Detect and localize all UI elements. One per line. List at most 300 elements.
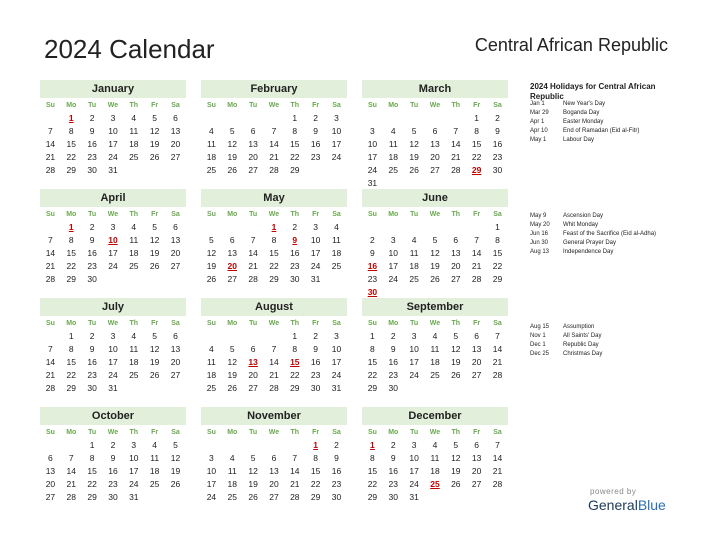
empty-cell	[425, 221, 446, 234]
weekday-label: Tu	[410, 320, 419, 327]
day-cell: 28	[471, 274, 482, 284]
day-cell: 31	[108, 165, 118, 175]
weekday-label: Sa	[171, 102, 180, 109]
day-cell: 23	[310, 370, 321, 380]
holiday-name: Whit Monday	[563, 222, 599, 228]
day-cell: 13	[451, 248, 461, 258]
month-june	[362, 189, 508, 299]
weekday-row	[40, 427, 186, 439]
day-cell: 25	[331, 261, 342, 271]
day-cell: 4	[209, 126, 214, 136]
weekday-label: Sa	[493, 211, 502, 218]
day-cell: 31	[129, 492, 139, 502]
weekday-label: Sa	[332, 211, 341, 218]
month-november	[201, 407, 347, 504]
day-cell: 20	[170, 139, 181, 149]
brand-blue: Blue	[637, 497, 666, 513]
empty-cell	[40, 439, 61, 452]
day-cell: 20	[471, 466, 482, 476]
day-grid	[201, 112, 347, 177]
weekday-row	[362, 209, 508, 221]
day-cell: 11	[430, 344, 440, 354]
holiday-name: Boganda Day	[563, 110, 600, 116]
weekday-label: Su	[206, 211, 216, 218]
day-cell: 13	[248, 139, 258, 149]
weekday-label: Mo	[227, 320, 238, 327]
day-cell: 23	[388, 479, 398, 489]
day-cell: 28	[492, 370, 503, 380]
holidays-title: 2024 Holidays for Central African Republic	[530, 82, 656, 101]
day-cell: 26	[451, 370, 461, 380]
empty-cell	[466, 221, 487, 234]
day-grid	[362, 439, 508, 504]
holiday-list-q1	[530, 100, 700, 145]
day-cell: 5	[152, 222, 157, 232]
weekday-label: Tu	[88, 102, 97, 109]
day-cell: 6	[453, 235, 459, 245]
day-cell: 1	[474, 113, 479, 123]
day-cell: 23	[310, 152, 321, 162]
weekday-label: Fr	[473, 320, 481, 327]
day-cell: 3	[411, 440, 417, 450]
weekday-label: Sa	[171, 320, 180, 327]
weekday-label: Su	[367, 320, 377, 327]
day-cell: 4	[432, 331, 438, 341]
day-grid	[40, 330, 186, 395]
day-cell: 18	[409, 261, 419, 271]
day-cell: 14	[290, 466, 300, 476]
day-cell: 12	[206, 248, 217, 258]
holiday-date: Mar 29	[530, 110, 549, 116]
day-cell: 24	[331, 370, 342, 380]
day-cell: 14	[492, 453, 503, 463]
month-header: July	[40, 298, 186, 316]
empty-cell	[201, 439, 222, 452]
day-cell: 6	[173, 222, 178, 232]
day-cell: 8	[292, 126, 298, 136]
month-header: September	[362, 298, 508, 316]
day-cell: 26	[149, 261, 160, 271]
month-july	[40, 298, 186, 395]
day-cell: 26	[248, 492, 258, 502]
month-header: December	[362, 407, 508, 425]
weekday-label: Sa	[493, 102, 502, 109]
holiday-name: Easter Monday	[563, 119, 604, 125]
weekday-label: Tu	[88, 429, 97, 436]
day-cell: 13	[430, 139, 440, 149]
weekday-label: Su	[45, 320, 55, 327]
holiday-name: Ascension Day	[563, 213, 604, 219]
day-cell: 31	[310, 274, 321, 284]
day-cell: 17	[108, 248, 118, 258]
holiday-date: Dec 1	[530, 342, 546, 348]
day-cell: 26	[149, 152, 160, 162]
day-cell: 21	[269, 370, 279, 380]
month-january	[40, 80, 186, 177]
holiday-day: 1	[313, 440, 318, 450]
day-cell: 18	[206, 370, 217, 380]
weekday-label: Th	[129, 429, 139, 436]
day-cell: 2	[313, 113, 318, 123]
day-cell: 25	[227, 492, 237, 502]
day-cell: 26	[227, 383, 237, 393]
holiday-day: 16	[367, 261, 378, 271]
holiday-name: New Year's Day	[563, 101, 606, 107]
day-cell: 16	[290, 248, 300, 258]
month-october	[40, 407, 186, 504]
holiday-name: Feast of the Sacrifice (Eid al-Adha)	[563, 231, 657, 237]
month-header: January	[40, 80, 186, 98]
day-cell: 28	[248, 274, 258, 284]
weekday-label: Th	[290, 429, 300, 436]
month-header: May	[201, 189, 347, 207]
day-cell: 4	[209, 344, 214, 354]
holiday-name: Assumption	[563, 324, 595, 330]
day-cell: 18	[129, 248, 139, 258]
day-grid	[40, 439, 186, 504]
day-cell: 17	[409, 466, 419, 476]
weekday-label: Fr	[312, 211, 320, 218]
weekday-label: Th	[451, 102, 461, 109]
weekday-row	[40, 318, 186, 330]
empty-cell	[445, 221, 466, 234]
day-cell: 26	[430, 274, 440, 284]
day-cell: 13	[471, 344, 482, 354]
weekday-label: We	[107, 320, 119, 327]
day-cell: 2	[390, 440, 396, 450]
day-cell: 29	[492, 274, 503, 284]
holiday-day: 1	[271, 222, 277, 232]
day-cell: 29	[66, 274, 76, 284]
day-cell: 25	[129, 152, 139, 162]
day-cell: 2	[110, 440, 116, 450]
day-cell: 17	[206, 479, 217, 489]
day-cell: 13	[170, 235, 181, 245]
day-cell: 10	[331, 126, 342, 136]
day-cell: 2	[370, 235, 375, 245]
holiday-list-q2	[530, 212, 700, 257]
weekday-row	[201, 209, 347, 221]
day-cell: 18	[129, 357, 139, 367]
weekday-label: Mo	[227, 102, 238, 109]
day-cell: 15	[367, 357, 378, 367]
day-cell: 7	[68, 453, 74, 463]
weekday-row	[40, 209, 186, 221]
day-cell: 10	[310, 235, 321, 245]
day-cell: 9	[89, 235, 95, 245]
weekday-row	[201, 100, 347, 112]
weekday-row	[201, 427, 347, 439]
day-cell: 25	[388, 165, 398, 175]
day-cell: 12	[430, 248, 440, 258]
day-cell: 21	[45, 152, 56, 162]
day-cell: 5	[453, 440, 459, 450]
empty-cell	[243, 330, 264, 343]
page-title: 2024 Calendar	[44, 34, 215, 64]
day-cell: 7	[495, 440, 500, 450]
day-cell: 2	[495, 113, 500, 123]
empty-cell	[222, 221, 243, 234]
day-cell: 29	[290, 165, 300, 175]
day-cell: 9	[313, 126, 318, 136]
day-cell: 11	[129, 344, 139, 354]
day-cell: 8	[495, 235, 500, 245]
weekday-row	[40, 100, 186, 112]
day-cell: 16	[388, 466, 398, 476]
day-cell: 26	[227, 165, 237, 175]
day-cell: 7	[495, 331, 500, 341]
empty-cell	[264, 439, 285, 452]
weekday-label: We	[429, 102, 441, 109]
weekday-label: Su	[45, 211, 55, 218]
day-cell: 27	[471, 370, 482, 380]
day-cell: 3	[334, 113, 339, 123]
weekday-label: Th	[290, 102, 300, 109]
day-cell: 10	[206, 466, 217, 476]
day-cell: 28	[492, 479, 503, 489]
weekday-label: We	[107, 429, 119, 436]
day-cell: 19	[206, 261, 217, 271]
month-header: March	[362, 80, 508, 98]
day-cell: 25	[206, 165, 217, 175]
month-september	[362, 298, 508, 395]
day-cell: 25	[206, 383, 217, 393]
day-cell: 29	[367, 492, 378, 502]
day-cell: 4	[390, 126, 396, 136]
day-cell: 26	[409, 165, 419, 175]
day-cell: 5	[453, 331, 459, 341]
weekday-label: Th	[451, 429, 461, 436]
holiday-date: Jun 16	[530, 231, 549, 237]
weekday-label: Tu	[249, 211, 258, 218]
day-cell: 13	[471, 453, 482, 463]
holiday-date: May 20	[530, 222, 550, 228]
holiday-row	[530, 323, 700, 332]
day-cell: 21	[269, 152, 279, 162]
day-cell: 15	[66, 248, 76, 258]
day-cell: 27	[430, 165, 440, 175]
day-cell: 29	[367, 383, 378, 393]
empty-cell	[222, 330, 243, 343]
day-cell: 21	[492, 466, 503, 476]
weekday-label: We	[268, 320, 280, 327]
day-cell: 11	[409, 248, 419, 258]
day-cell: 21	[66, 479, 76, 489]
day-cell: 31	[409, 492, 419, 502]
day-cell: 6	[250, 126, 256, 136]
holiday-date: May 1	[530, 137, 547, 143]
day-cell: 20	[248, 370, 258, 380]
day-cell: 20	[430, 152, 440, 162]
holiday-day: 15	[290, 357, 300, 367]
empty-cell	[425, 112, 446, 125]
day-grid	[201, 439, 347, 504]
day-cell: 5	[209, 235, 214, 245]
day-cell: 24	[108, 152, 118, 162]
holiday-day: 1	[68, 113, 74, 123]
weekday-label: Mo	[66, 211, 77, 218]
day-cell: 18	[430, 357, 440, 367]
day-cell: 9	[390, 453, 396, 463]
day-cell: 30	[492, 165, 503, 175]
holiday-date: Jun 30	[530, 240, 549, 246]
day-cell: 23	[87, 261, 97, 271]
holiday-row	[530, 109, 700, 118]
day-cell: 26	[206, 274, 217, 284]
day-cell: 22	[269, 261, 279, 271]
day-cell: 8	[89, 453, 95, 463]
day-cell: 4	[229, 453, 235, 463]
day-cell: 6	[250, 344, 256, 354]
day-cell: 16	[310, 139, 321, 149]
month-header: April	[40, 189, 186, 207]
day-cell: 9	[390, 344, 396, 354]
month-header: June	[362, 189, 508, 207]
day-cell: 14	[471, 248, 482, 258]
day-cell: 9	[370, 248, 375, 258]
day-cell: 9	[313, 344, 318, 354]
day-cell: 5	[229, 126, 235, 136]
empty-cell	[362, 112, 383, 125]
day-cell: 28	[269, 383, 279, 393]
day-cell: 8	[370, 344, 375, 354]
day-cell: 4	[432, 440, 438, 450]
day-cell: 2	[89, 113, 95, 123]
holiday-name: Republic Day	[563, 342, 599, 348]
day-cell: 30	[87, 383, 97, 393]
day-cell: 19	[149, 357, 160, 367]
day-cell: 1	[370, 331, 375, 341]
weekday-label: Mo	[66, 429, 77, 436]
day-cell: 24	[409, 370, 419, 380]
day-cell: 6	[173, 113, 178, 123]
day-cell: 31	[331, 383, 342, 393]
day-cell: 27	[227, 274, 237, 284]
empty-cell	[264, 112, 285, 125]
weekday-label: Su	[367, 429, 377, 436]
holiday-day: 13	[248, 357, 258, 367]
day-cell: 17	[388, 261, 398, 271]
weekday-label: Sa	[171, 211, 180, 218]
day-cell: 12	[248, 466, 258, 476]
day-cell: 1	[68, 331, 74, 341]
day-cell: 17	[331, 139, 342, 149]
day-cell: 26	[170, 479, 181, 489]
weekday-label: Fr	[312, 102, 320, 109]
weekday-label: Tu	[410, 211, 419, 218]
day-cell: 12	[409, 139, 419, 149]
day-cell: 16	[310, 357, 321, 367]
day-cell: 14	[45, 139, 56, 149]
holiday-day: 1	[370, 440, 375, 450]
day-cell: 20	[45, 479, 56, 489]
day-cell: 19	[409, 152, 419, 162]
empty-cell	[383, 112, 404, 125]
day-cell: 15	[471, 139, 482, 149]
empty-cell	[61, 439, 82, 452]
month-march	[362, 80, 508, 190]
day-cell: 9	[495, 126, 500, 136]
day-cell: 14	[66, 466, 76, 476]
day-cell: 3	[334, 331, 339, 341]
day-cell: 25	[430, 370, 440, 380]
day-cell: 6	[432, 126, 438, 136]
day-cell: 2	[89, 222, 95, 232]
day-cell: 12	[170, 453, 181, 463]
weekday-label: Th	[451, 211, 461, 218]
holiday-list-q3	[530, 323, 700, 359]
day-cell: 27	[269, 492, 279, 502]
day-cell: 23	[388, 370, 398, 380]
day-cell: 14	[451, 139, 461, 149]
empty-cell	[362, 221, 383, 234]
day-cell: 20	[269, 479, 279, 489]
empty-cell	[201, 330, 222, 343]
day-cell: 7	[271, 344, 277, 354]
day-grid	[40, 112, 186, 177]
day-cell: 18	[430, 466, 440, 476]
day-cell: 22	[471, 152, 482, 162]
month-header: February	[201, 80, 347, 98]
day-cell: 9	[89, 126, 95, 136]
holiday-row	[530, 230, 700, 239]
day-cell: 2	[89, 331, 95, 341]
day-cell: 15	[87, 466, 97, 476]
day-cell: 22	[492, 261, 503, 271]
day-cell: 28	[451, 165, 461, 175]
weekday-label: Tu	[88, 320, 97, 327]
weekday-label: Tu	[249, 102, 258, 109]
weekday-label: Th	[129, 211, 139, 218]
day-cell: 1	[292, 331, 298, 341]
weekday-label: Su	[45, 102, 55, 109]
day-cell: 28	[45, 274, 56, 284]
day-cell: 19	[149, 248, 160, 258]
holiday-date: Dec 25	[530, 351, 550, 357]
day-cell: 29	[310, 492, 321, 502]
day-cell: 5	[229, 344, 235, 354]
holiday-day: 30	[367, 287, 378, 297]
day-cell: 16	[108, 466, 118, 476]
holiday-day: 25	[430, 479, 440, 489]
weekday-row	[362, 318, 508, 330]
day-cell: 17	[129, 466, 139, 476]
weekday-label: Fr	[312, 320, 320, 327]
day-cell: 28	[66, 492, 76, 502]
day-cell: 7	[48, 126, 53, 136]
weekday-label: Th	[451, 320, 461, 327]
day-cell: 12	[227, 357, 237, 367]
day-cell: 27	[45, 492, 56, 502]
day-cell: 2	[313, 331, 318, 341]
holiday-day: 10	[108, 235, 118, 245]
day-cell: 1	[89, 440, 95, 450]
day-cell: 5	[250, 453, 256, 463]
weekday-label: Th	[129, 320, 139, 327]
day-cell: 6	[229, 235, 235, 245]
day-cell: 30	[108, 492, 118, 502]
day-cell: 20	[170, 357, 181, 367]
weekday-label: Su	[206, 320, 216, 327]
day-cell: 19	[170, 466, 181, 476]
day-cell: 6	[474, 331, 479, 341]
day-cell: 18	[129, 139, 139, 149]
day-cell: 9	[110, 453, 116, 463]
day-cell: 13	[45, 466, 56, 476]
weekday-label: Sa	[332, 102, 341, 109]
day-cell: 30	[310, 383, 321, 393]
day-cell: 30	[388, 383, 398, 393]
